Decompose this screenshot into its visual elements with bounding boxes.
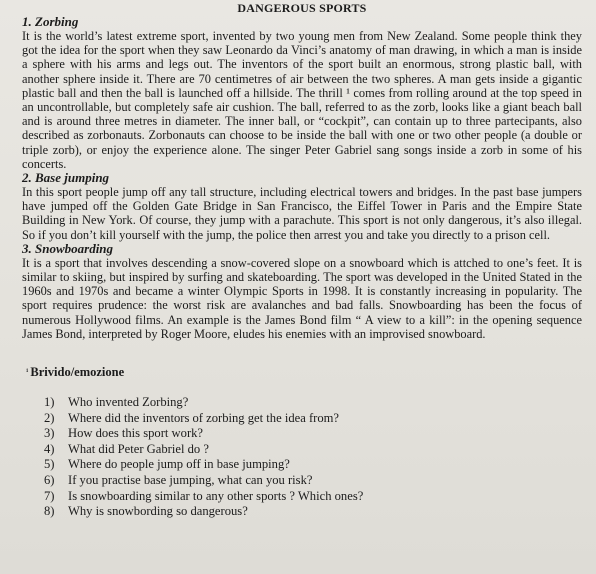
question-number: 4)	[44, 441, 55, 456]
section-zorbing	[22, 15, 582, 171]
question-item	[44, 426, 582, 442]
question-number: 7)	[44, 488, 55, 503]
question-number: 6)	[44, 473, 55, 488]
question-text: What did Peter Gabriel do ?	[68, 441, 209, 456]
question-text: Why is snowbording so dangerous?	[68, 504, 248, 519]
question-number: 1)	[44, 395, 55, 410]
section-base-jumping	[22, 171, 582, 242]
section-heading: 2. Base jumping	[22, 170, 110, 186]
section-paragraph: It is a sport that involves descending a snow-covered slope on a snowboard which is attched to one’s feet. It is similar to skiing, but inspired by surfing and skateboarding. The sport was developed in the United Stated in the 1960s and 1970s and became a winter Olympic Sports in 1998. It is constantly increasing in popularity. The sport requires prudence: the worst risk are avalanches and bad falls. Snowboarding has been the focus of numerous Hollywood films. An example is the James Bond film “ A view to a kill”: in the opening sequence James Bond, interpreted by Roger Moore, eludes his enemies with an improvised snowboard.	[22, 255, 582, 341]
section-snowboarding	[22, 242, 582, 341]
section-heading: 3. Snowboarding	[22, 240, 114, 256]
question-text: Where did the inventors of zorbing get the idea from?	[68, 410, 340, 425]
question-text: Is snowboarding similar to any other sports ? Which ones?	[68, 488, 364, 503]
footnote-gloss	[26, 365, 582, 379]
footnote-marker: ¹	[26, 367, 29, 377]
question-item	[44, 411, 582, 427]
question-text: How does this sport work?	[68, 426, 204, 441]
question-list	[22, 395, 582, 520]
section-paragraph: In this sport people jump off any tall structure, including electrical towers and bridges. In the past base jumpers have jumped off the Golden Gate Bridge in San Francisco, the Eiffel Tower in Paris and the Empire State Building in New York. Of course, they jump with a parachute. This sport is not only dangerous, it’s also illegal. So if you don’t kill yourself with the jump, the police then arrest you and take you directly to a prison cell.	[22, 185, 582, 242]
question-item	[44, 504, 582, 520]
section-heading: 1. Zorbing	[22, 14, 79, 29]
question-number: 2)	[44, 410, 55, 425]
section-paragraph: It is the world’s latest extreme sport, invented by two young men from New Zealand. Some people think they got the idea for the sport when they saw Leonardo da Vinci’s anatomy of man drawing, in which a man is inside a sphere with his arms and legs out. The inventors of the sport built an enormous, strong plastic ball, with another sphere inside it. There are 70 centimetres of air between the two spheres. A man gets inside a gigantic plastic ball and then the ball is launched off a hillside. The thrill ¹ comes from rolling around at the top speed in an uncontrollable, but completely safe air cushion. The ball, referred to as the zorb, looks like a giant beach ball and is around three metres in diameter. The inner ball, or “cockpit”, can contain up to three partecipants, also described as zorbonauts. Zorbonauts can choose to be inside the ball with one or two other people (a double or triple zorb), or enjoy the experience alone. The singer Peter Gabriel sang songs inside a zorb in some of his concerts.	[22, 29, 582, 171]
question-number: 5)	[44, 457, 55, 472]
question-item	[44, 395, 582, 411]
question-text: If you practise base jumping, what can you risk?	[68, 473, 313, 488]
question-item	[44, 489, 582, 505]
question-text: Who invented Zorbing?	[68, 395, 189, 410]
question-text: Where do people jump off in base jumping?	[68, 457, 290, 472]
question-item	[44, 473, 582, 489]
question-number: 8)	[44, 504, 55, 519]
question-item	[44, 457, 582, 473]
footnote-text: Brivido/emozione	[30, 365, 125, 380]
question-number: 3)	[44, 426, 55, 441]
page-title: DANGEROUS SPORTS	[237, 1, 367, 15]
question-item	[44, 442, 582, 458]
